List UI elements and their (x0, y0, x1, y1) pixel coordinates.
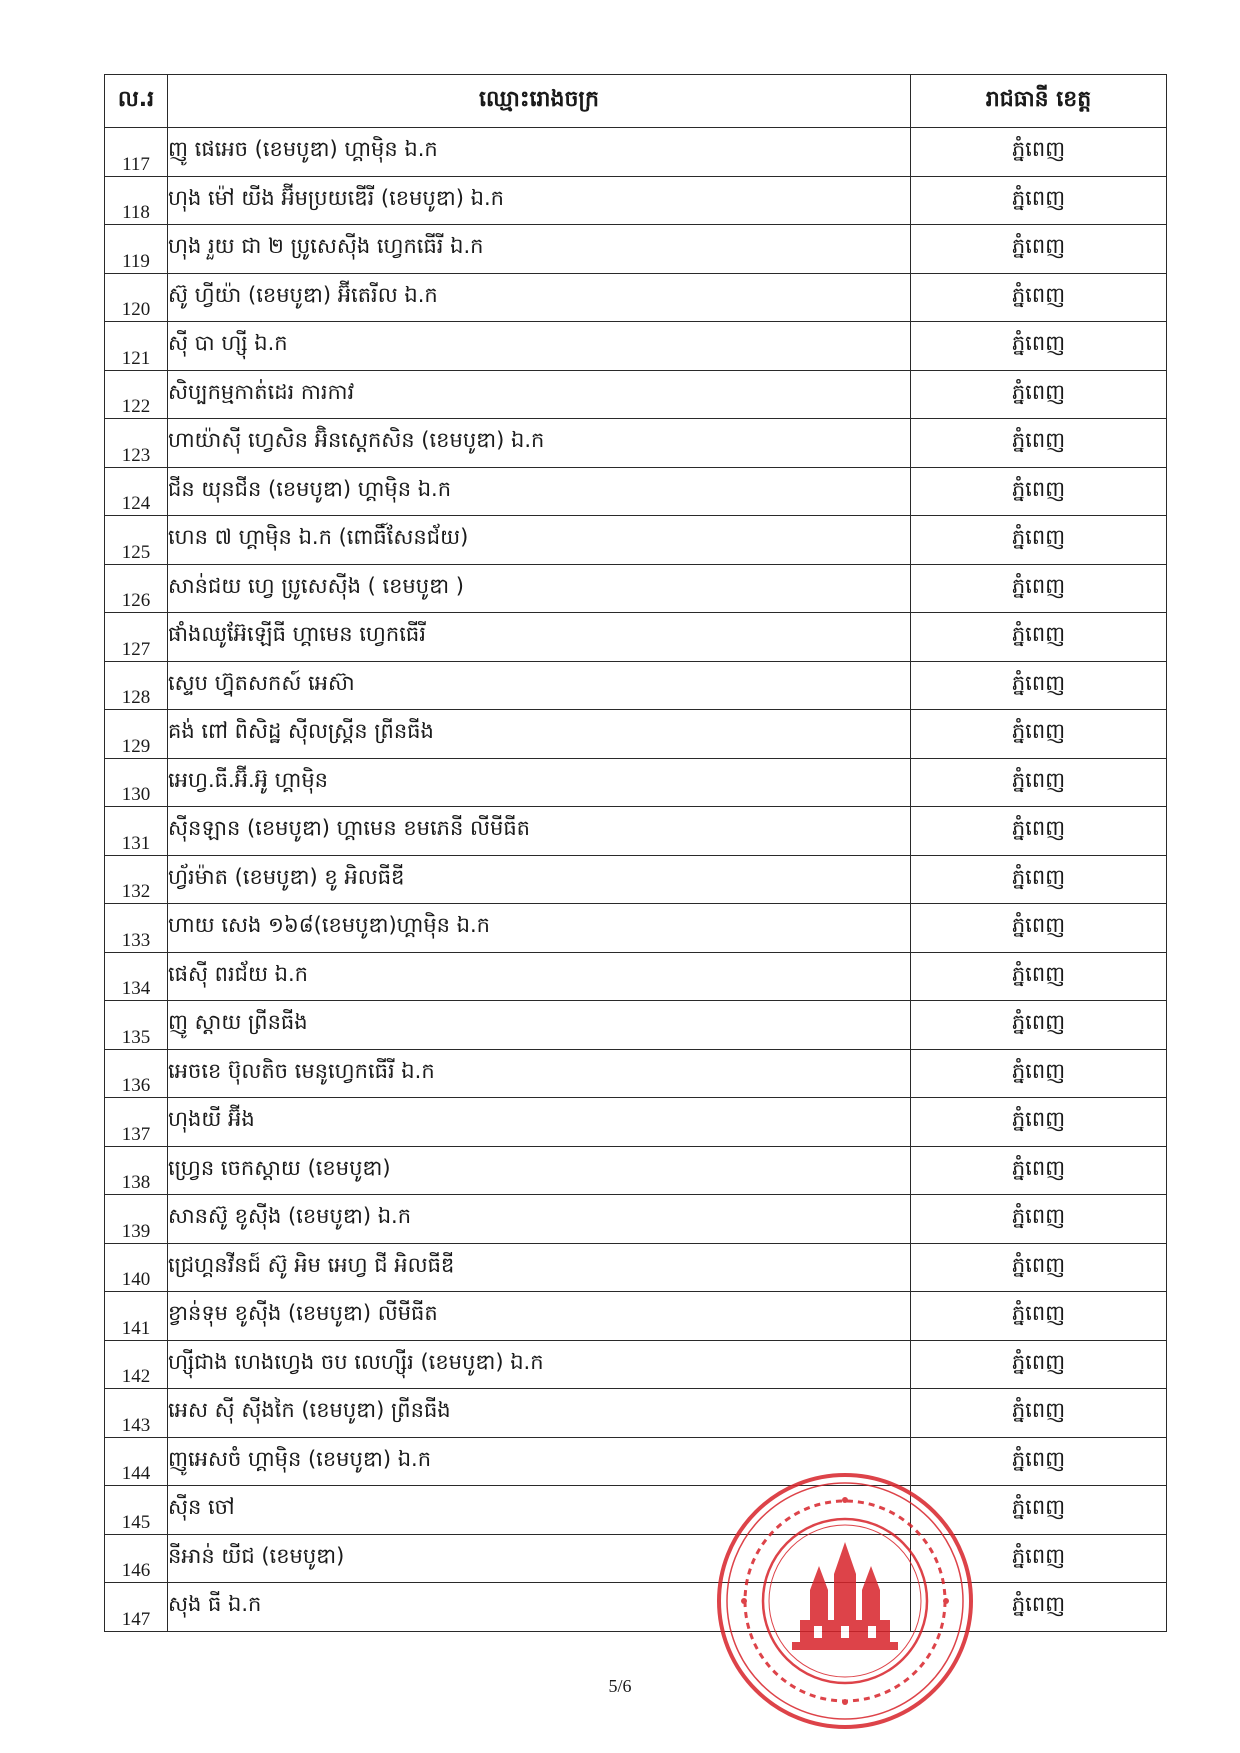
table-row (105, 1340, 1167, 1389)
table-row (105, 1534, 1167, 1583)
row-number: 141 (105, 1292, 168, 1341)
table-row (105, 1292, 1167, 1341)
row-number: 122 (105, 370, 168, 419)
table-row (105, 613, 1167, 662)
header-province: រាជធានី ខេត្ត (911, 75, 1167, 128)
table-row (105, 1486, 1167, 1535)
factory-name: ខ្វាន់ទុម ខូស៊ីង (ខេមបូឌា) លីមីធីត (168, 1292, 911, 1341)
table-header-row (105, 75, 1167, 128)
province-name: ភ្នំពេញ (911, 419, 1167, 468)
table-row (105, 807, 1167, 856)
factory-name: ហុងយី អ៊ីង (168, 1098, 911, 1147)
factory-name: ផាំងឈូអ៊ែឡើធី ហ្គាមេន ហ្វេកធើរី (168, 613, 911, 662)
row-number: 138 (105, 1146, 168, 1195)
table-row (105, 564, 1167, 613)
province-name: ភ្នំពេញ (911, 855, 1167, 904)
row-number: 130 (105, 758, 168, 807)
table-body (105, 128, 1167, 1632)
table-row (105, 758, 1167, 807)
table-row (105, 1583, 1167, 1632)
row-number: 117 (105, 128, 168, 177)
factory-name: ហាយ៉ាស៊ី ហ្វេសិន អ៊ិនស្តេកសិន (ខេមបូឌា) ឯ.ក (168, 419, 911, 468)
province-name: ភ្នំពេញ (911, 128, 1167, 177)
province-name: ភ្នំពេញ (911, 952, 1167, 1001)
table-row (105, 1195, 1167, 1244)
factory-name: ហេន ៧ ហ្គាម៉ិន ឯ.ក (ពោធិ៍សែនជ័យ) (168, 516, 911, 565)
factory-name: ស៊ូ ហ្វីយ៉ា (ខេមបូឌា) អ៊ីតេរីល ឯ.ក (168, 273, 911, 322)
row-number: 134 (105, 952, 168, 1001)
row-number: 147 (105, 1583, 168, 1632)
province-name: ភ្នំពេញ (911, 758, 1167, 807)
table-row (105, 1243, 1167, 1292)
table-row (105, 952, 1167, 1001)
table-row (105, 128, 1167, 177)
table-row (105, 1146, 1167, 1195)
factory-name: គង់ ពៅ ពិសិដ្ឋ ស៊ីលស្គ្រីន ព្រីនធីង (168, 710, 911, 759)
row-number: 145 (105, 1486, 168, 1535)
table-row (105, 322, 1167, 371)
factory-name: ស៊ីន ចៅ (168, 1486, 911, 1535)
row-number: 132 (105, 855, 168, 904)
table-row (105, 855, 1167, 904)
factory-name: សានស៊ូ ខូស៊ីង (ខេមបូឌា) ឯ.ក (168, 1195, 911, 1244)
province-name: ភ្នំពេញ (911, 613, 1167, 662)
table-row (105, 1389, 1167, 1438)
table-row (105, 1049, 1167, 1098)
province-name: ភ្នំពេញ (911, 1292, 1167, 1341)
table-row (105, 661, 1167, 710)
row-number: 119 (105, 225, 168, 274)
table-row (105, 419, 1167, 468)
table-row (105, 1098, 1167, 1147)
factory-name: អេហ្វ.ធី.អ៊ី.អ៊ូ ហ្គាម៉ិន (168, 758, 911, 807)
province-name: ភ្នំពេញ (911, 904, 1167, 953)
province-name: ភ្នំពេញ (911, 225, 1167, 274)
row-number: 127 (105, 613, 168, 662)
row-number: 140 (105, 1243, 168, 1292)
province-name: ភ្នំពេញ (911, 1583, 1167, 1632)
province-name: ភ្នំពេញ (911, 1195, 1167, 1244)
factory-name: ជីន យុនជីន (ខេមបូឌា) ហ្គាម៉ិន ឯ.ក (168, 467, 911, 516)
row-number: 126 (105, 564, 168, 613)
province-name: ភ្នំពេញ (911, 710, 1167, 759)
factory-name: នីអាន់ យីជ (ខេមបូឌា) (168, 1534, 911, 1583)
province-name: ភ្នំពេញ (911, 1243, 1167, 1292)
factory-name: ផេស៊ី ពរជ័យ ឯ.ក (168, 952, 911, 1001)
province-name: ភ្នំពេញ (911, 1098, 1167, 1147)
factory-name: ហ្ស៊ីជាង ហេងហ្វេង ចប លេហ្ស៊ីរ (ខេមបូឌា) ឯ.ក (168, 1340, 911, 1389)
table-row (105, 710, 1167, 759)
factory-name: សាន់ជយ ហ្វេ ប្រូសេស៊ីង ( ខេមបូឌា ) (168, 564, 911, 613)
factory-name: ស៊ីនឡាន (ខេមបូឌា) ហ្គាមេន ខមភេនី លីមីធីត (168, 807, 911, 856)
row-number: 142 (105, 1340, 168, 1389)
province-name: ភ្នំពេញ (911, 322, 1167, 371)
province-name: ភ្នំពេញ (911, 370, 1167, 419)
table-row (105, 176, 1167, 225)
row-number: 133 (105, 904, 168, 953)
factory-name: អេចខេ ប៊ុលតិច មេនូហ្វេកធើរី ឯ.ក (168, 1049, 911, 1098)
row-number: 139 (105, 1195, 168, 1244)
page-number: 5/6 (608, 1676, 632, 1696)
factory-name: អេស ស៊ី ស៊ីងកៃ (ខេមបូឌា) ព្រីនធីង (168, 1389, 911, 1438)
province-name: ភ្នំពេញ (911, 661, 1167, 710)
row-number: 129 (105, 710, 168, 759)
province-name: ភ្នំពេញ (911, 1146, 1167, 1195)
row-number: 137 (105, 1098, 168, 1147)
factory-name: ហុង ម៉ៅ យីង អ៊ីមប្រយឌើរី (ខេមបូឌា) ឯ.ក (168, 176, 911, 225)
factory-name: ញូ ផេអេច (ខេមបូឌា) ហ្គាម៉ិន ឯ.ក (168, 128, 911, 177)
header-factory-name: ឈ្មោះរោងចក្រ (168, 75, 911, 128)
factory-name: ញូអេសចំ ហ្គាម៉ិន (ខេមបូឌា) ឯ.ក (168, 1437, 911, 1486)
factory-name: ញូ ស្តាយ ព្រីនធីង (168, 1001, 911, 1050)
factory-name: ហុង រួយ ជា ២ ប្រូសេស៊ីង ហ្វេកធើរី ឯ.ក (168, 225, 911, 274)
table-row (105, 467, 1167, 516)
row-number: 136 (105, 1049, 168, 1098)
row-number: 135 (105, 1001, 168, 1050)
row-number: 144 (105, 1437, 168, 1486)
province-name: ភ្នំពេញ (911, 807, 1167, 856)
table-row (105, 273, 1167, 322)
table-row (105, 1001, 1167, 1050)
row-number: 146 (105, 1534, 168, 1583)
province-name: ភ្នំពេញ (911, 1049, 1167, 1098)
factory-name: ហ្វ័រម៉ាត (ខេមបូឌា) ខូ អិលធីឌី (168, 855, 911, 904)
province-name: ភ្នំពេញ (911, 1534, 1167, 1583)
table-row (105, 904, 1167, 953)
table-row (105, 1437, 1167, 1486)
row-number: 143 (105, 1389, 168, 1438)
factory-name: ហាយ សេង ១៦៨(ខេមបូឌា)ហ្គាម៉ិន ឯ.ក (168, 904, 911, 953)
factory-name: ហ្វ្រេន ចេកស្តាយ (ខេមបូឌា) (168, 1146, 911, 1195)
row-number: 131 (105, 807, 168, 856)
table-row (105, 370, 1167, 419)
row-number: 118 (105, 176, 168, 225)
factory-name: ស៊ី បា ហ្ស៊ី ឯ.ក (168, 322, 911, 371)
header-number: ល.រ (105, 75, 168, 128)
province-name: ភ្នំពេញ (911, 564, 1167, 613)
row-number: 123 (105, 419, 168, 468)
row-number: 128 (105, 661, 168, 710)
province-name: ភ្នំពេញ (911, 1486, 1167, 1535)
row-number: 120 (105, 273, 168, 322)
row-number: 121 (105, 322, 168, 371)
province-name: ភ្នំពេញ (911, 1389, 1167, 1438)
row-number: 124 (105, 467, 168, 516)
factory-name: សុង ធី ឯ.ក (168, 1583, 911, 1632)
province-name: ភ្នំពេញ (911, 1001, 1167, 1050)
factory-name: ស្ទេប ហ្វ៊ុតសកស៍ អេស៊ា (168, 661, 911, 710)
province-name: ភ្នំពេញ (911, 176, 1167, 225)
province-name: ភ្នំពេញ (911, 273, 1167, 322)
province-name: ភ្នំពេញ (911, 467, 1167, 516)
province-name: ភ្នំពេញ (911, 516, 1167, 565)
table-row (105, 225, 1167, 274)
row-number: 125 (105, 516, 168, 565)
table-row (105, 516, 1167, 565)
province-name: ភ្នំពេញ (911, 1340, 1167, 1389)
province-name: ភ្នំពេញ (911, 1437, 1167, 1486)
factory-name: ជ្រេហ្គនវីនជ៍ ស៊ូ អិម អេហ្វ ជី អិលធីឌី (168, 1243, 911, 1292)
factory-table (104, 74, 1167, 1632)
factory-name: សិប្បកម្មកាត់ដេរ ការកាវ (168, 370, 911, 419)
